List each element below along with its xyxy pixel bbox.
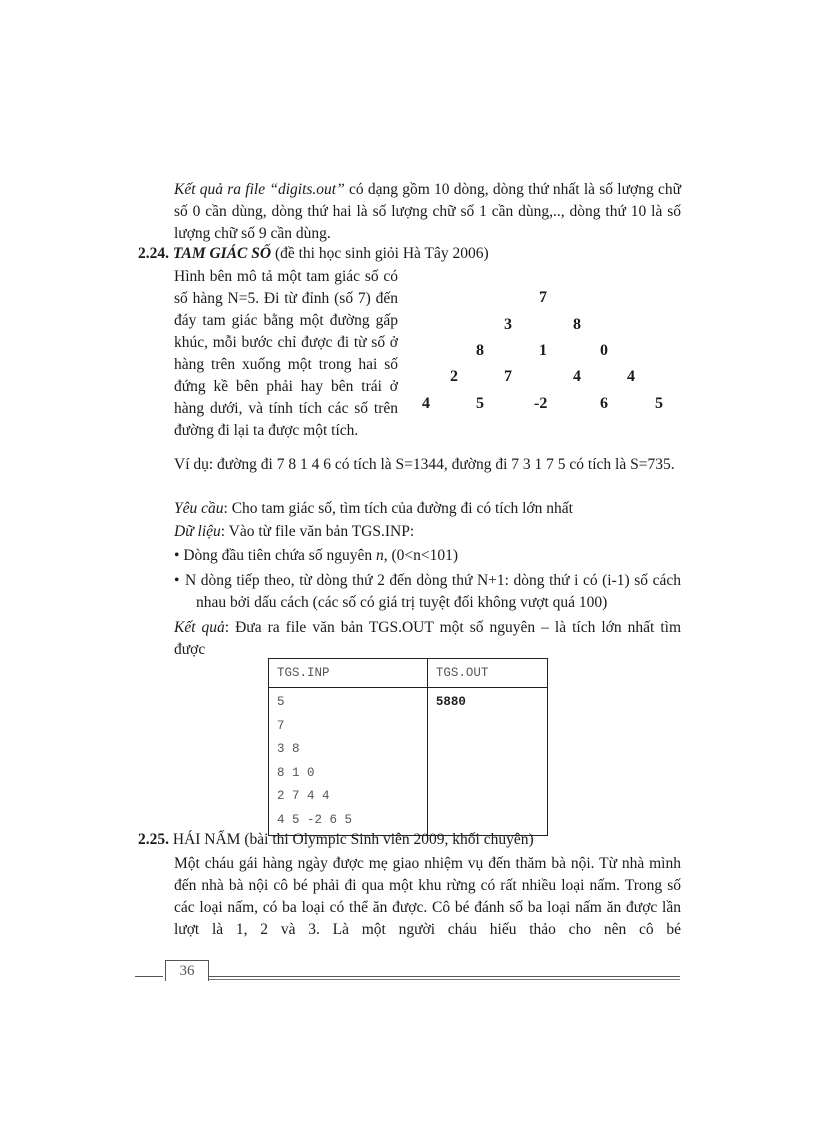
section-224-heading [138,243,489,265]
output-file-header: TGS.OUT [427,659,547,688]
triangle-description: Hình bên mô tả một tam giác số có số hàng N=5. Đi từ đỉnh (số 7) đến đáy tam giác bằng một đường gấp khúc, mỗi bước chỉ được đi từ số ở hàng trên xuống một trong hai số đứng kề bên phải hay bên trái ở hàng dưới, và tính tích các số trên đường đi lại ta được một tích. [174,268,398,439]
tri-r4-c0: 4 [422,395,430,412]
bullet-1-pre: Dòng đầu tiên chứa số nguyên [183,547,376,564]
section-225-title: HÁI NẤM [172,831,241,848]
tri-r4-c1: 5 [476,395,484,412]
result-label: Kết quả [174,619,225,636]
tri-r2-c1: 1 [539,342,547,359]
input-line: 7 [277,718,285,733]
section-225-paragraph: Một cháu gái hàng ngày được mẹ giao nhiệm vụ đến thăm bà nội. Từ nhà mình đến nhà bà nội cô bé phải đi qua một khu rừng có rất nhiều loại nấm. Trong số các loại nấm, có ba loại có thể ăn được. Cô bé đánh số ba loại nấm ăn được lần lượt là 1, 2 và 3. Là một người cháu hiếu thảo cho nên cô bé [174,855,681,938]
data-paragraph [174,521,681,543]
requirement-paragraph [174,498,681,520]
bullet-dot-icon: • [174,572,180,589]
tri-r4-c4: 5 [655,395,663,412]
intro-rest: có dạng gồm 10 dòng, dòng thứ nhất là số lượng chữ số 0 cần dùng, dòng thứ hai là số lượng chữ số 1 cần dùng,.., dòng thứ 10 là số lượng chữ số 9 cần dùng. [174,181,681,242]
input-line: 2 7 4 4 [277,789,330,803]
bullet-item-2 [174,570,681,614]
bullet-item-1 [174,545,681,567]
intro-paragraph [174,179,681,245]
footer-rule-right-secondary [209,979,680,980]
bullet-1-post: , (0<n<101) [383,547,459,564]
tri-r0-c0: 7 [539,289,547,306]
data-text: : Vào từ file văn bản TGS.INP: [220,523,415,540]
input-file-header: TGS.INP [269,659,428,688]
tri-r2-c0: 8 [476,342,484,359]
section-224-number: 2.24. [138,245,169,262]
footer-rule-left [135,976,163,977]
input-line: 8 1 0 [277,765,315,780]
requirement-text: : Cho tam giác số, tìm tích của đường đi có tích lớn nhất [223,500,573,517]
tri-r1-c0: 3 [504,316,512,333]
tri-r4-c2: -2 [534,395,548,412]
output-value: 5880 [435,695,466,709]
tri-r1-c1: 8 [573,316,581,333]
section-225-note: (bài thi Olympic Sinh viên 2009, khối chuyên) [240,831,534,848]
tri-r4-c3: 6 [600,395,608,412]
section-225-number: 2.25. [138,831,169,848]
tri-r3-c1: 7 [504,368,512,385]
section-224-note: (đề thi học sinh giỏi Hà Tây 2006) [271,245,489,262]
tri-r3-c3: 4 [627,368,635,385]
input-line: 5 [277,695,285,709]
tri-r3-c2: 4 [573,368,581,385]
bullet-2-text: N dòng tiếp theo, từ dòng thứ 2 đến dòng thứ N+1: dòng thứ i có (i-1) số cách nhau bởi dấu cách (các số có giá trị tuyệt đối không vượt quá 100) [185,572,681,611]
page-number: 36 [165,960,209,981]
result-text: : Đưa ra file văn bản TGS.OUT một số nguyên – là tích lớn nhất tìm được [174,619,682,658]
result-paragraph [174,617,681,661]
bullet-1-var: n [375,547,384,564]
example-paragraph: Ví dụ: đường đi 7 8 1 4 6 có tích là S=1344, đường đi 7 3 1 7 5 có tích là S=735. [174,456,675,473]
tri-r2-c2: 0 [600,342,608,359]
page-footer [135,958,680,982]
number-triangle [420,282,690,422]
intro-lead: Kết quả ra file “digits.out” [174,181,345,198]
bullet-dot-icon: • [174,547,184,564]
tri-r3-c0: 2 [450,368,458,385]
input-file-content [269,688,428,836]
footer-rule-right [209,976,680,977]
input-line: 3 8 [277,742,300,756]
io-content-row [269,688,548,836]
io-header-row [269,659,548,688]
section-225-heading [138,829,534,851]
requirement-label: Yêu cầu [174,500,224,517]
section-224-title: TAM GIÁC SỐ [172,245,272,262]
output-file-content [427,688,547,836]
input-line: 4 5 -2 6 5 [277,812,353,827]
io-example-table [268,658,548,836]
data-label: Dữ liệu [174,523,221,540]
